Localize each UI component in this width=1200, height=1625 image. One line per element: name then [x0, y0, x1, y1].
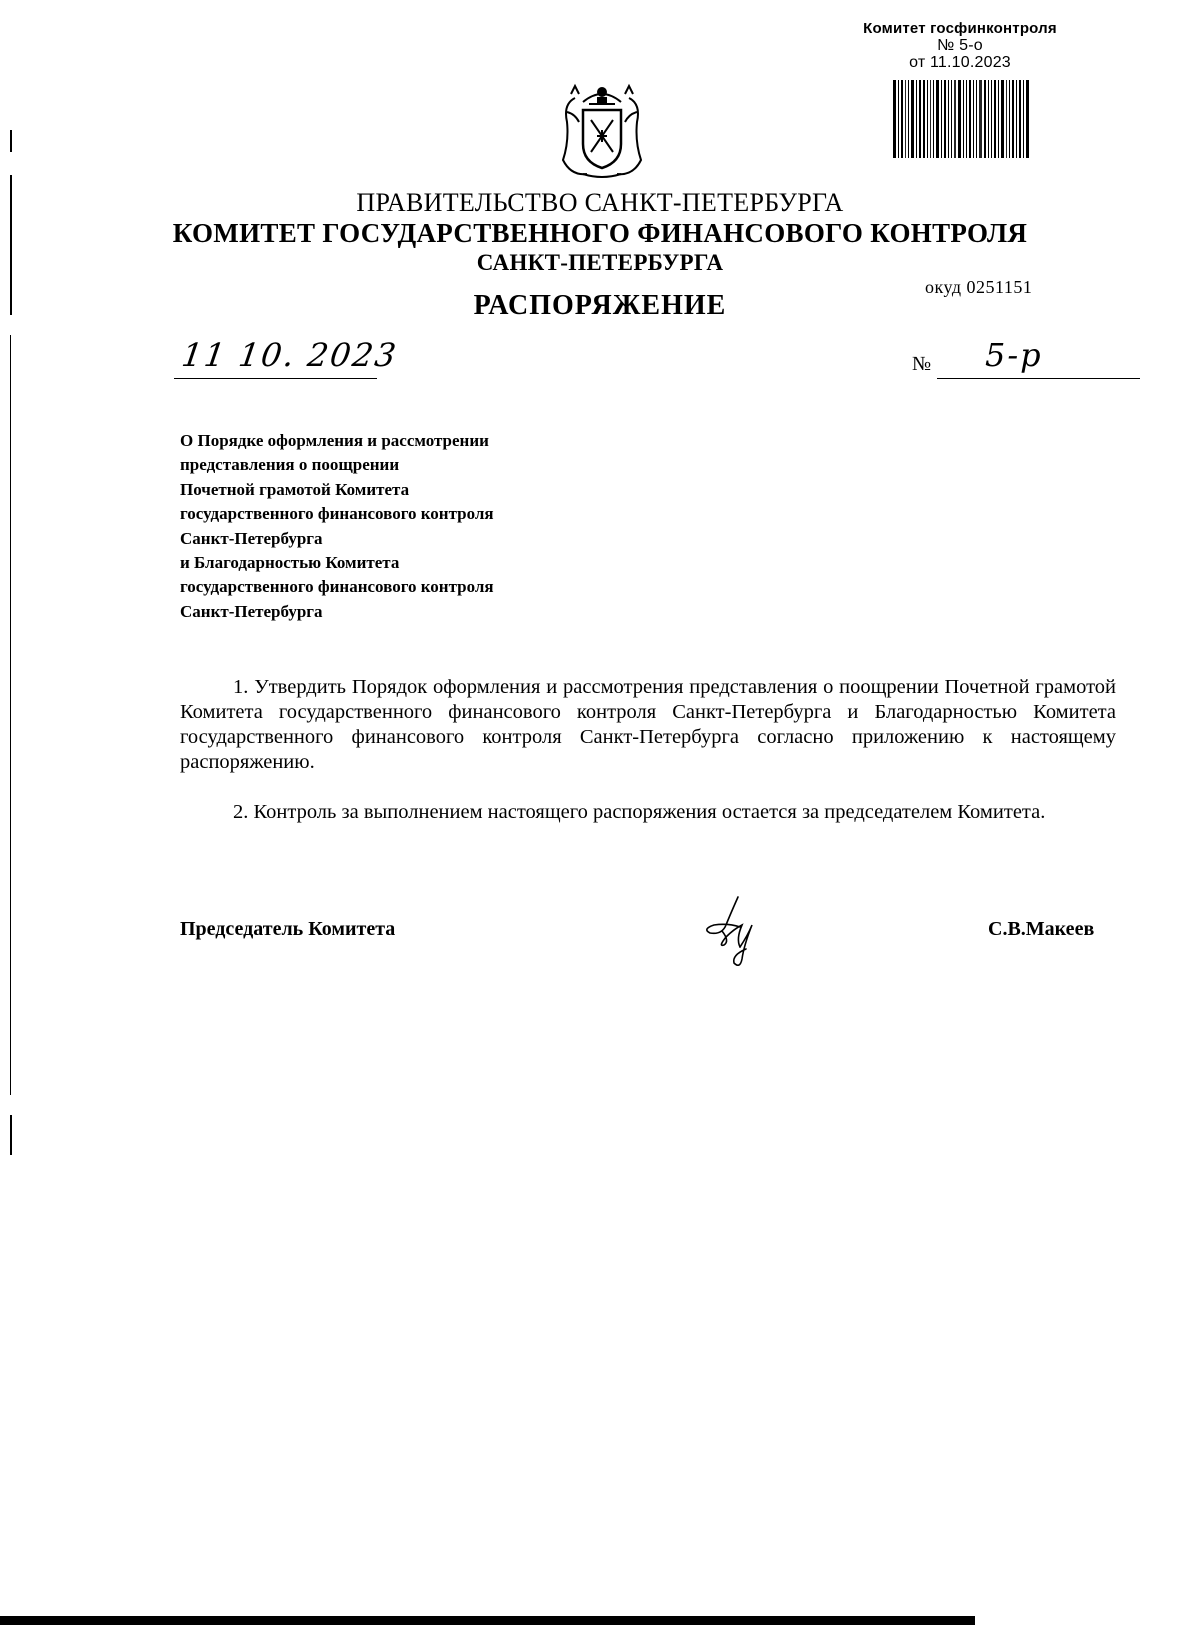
barcode-bar [991, 80, 992, 158]
barcode-bar [954, 80, 956, 158]
scan-margin-mark [10, 130, 12, 152]
barcode-bar [944, 80, 946, 158]
number-underline [937, 378, 1140, 379]
barcode-bar [976, 80, 977, 158]
saint-petersburg-coat-of-arms-icon [553, 82, 651, 182]
barcode-bar [1023, 80, 1024, 158]
barcode-bar [936, 80, 939, 158]
barcode-bar [988, 80, 989, 158]
document-subject [180, 429, 640, 624]
subject-line: Санкт-Петербурга [180, 528, 323, 548]
number-label: № [912, 353, 932, 375]
barcode-bar [933, 80, 934, 158]
barcode-bar [994, 80, 996, 158]
subject-line: государственного финансового контроля [180, 504, 494, 524]
handwritten-number: 5-р [985, 336, 1043, 374]
paragraph-1 [180, 675, 1116, 775]
paragraph-1-text: 1. Утвердить Порядок оформления и рассмотрения представления о поощрении Почетной грамотой Комитета государственного финансового контроля Санкт-Петербурга и Благодарностью Комитета государственного финансового контроля Санкт-Петербурга согласно приложению к настоящему распоряжению. [180, 676, 1116, 773]
barcode-bar [941, 80, 942, 158]
barcode-bar [1026, 80, 1029, 158]
barcode-bar [973, 80, 974, 158]
barcode-bar [963, 80, 964, 158]
stamp-line-date: от 11.10.2023 [909, 54, 1011, 71]
barcode-bar [958, 80, 961, 158]
signatory-title: Председатель Комитета [180, 918, 396, 940]
barcode-bar [979, 80, 982, 158]
barcode-bar [998, 80, 999, 158]
barcode-bar [1016, 80, 1017, 158]
scan-margin-mark [10, 1115, 12, 1155]
city-heading: САНКТ-ПЕТЕРБУРГА [476, 250, 724, 275]
committee-heading: КОМИТЕТ ГОСУДАРСТВЕННОГО ФИНАНСОВОГО КОНТРОЛЯ [172, 218, 1028, 248]
barcode-bar [905, 80, 906, 158]
barcode-bar [984, 80, 986, 158]
barcode-bar [898, 80, 899, 158]
barcode-bar [908, 80, 909, 158]
document-type-title: РАСПОРЯЖЕНИЕ [473, 290, 727, 321]
barcode-bar [927, 80, 928, 158]
barcode-bar [966, 80, 967, 158]
subject-line: Санкт-Петербурга [180, 601, 323, 621]
stamp-line-number: № 5-о [937, 37, 983, 54]
barcode-bar [919, 80, 921, 158]
barcode-bar [1019, 80, 1021, 158]
subject-line: О Порядке оформления и рассмотрении [180, 431, 489, 450]
barcode-bar [1006, 80, 1007, 158]
paragraph-2 [180, 800, 1116, 825]
barcode-bar [923, 80, 925, 158]
barcode-bar [911, 80, 914, 158]
handwritten-date: 11 10. 2023 [179, 336, 401, 374]
registration-stamp [845, 20, 1075, 71]
government-heading: ПРАВИТЕЛЬСТВО САНКТ-ПЕТЕРБУРГА [356, 188, 844, 217]
stamp-line-organization: Комитет госфинконтроля [863, 20, 1057, 37]
subject-line: представления о поощрении [180, 455, 400, 475]
handwritten-signature-icon [700, 895, 770, 970]
scan-bottom-bar [0, 1616, 975, 1625]
barcode-bar [1012, 80, 1014, 158]
okud-code: окуд 0251151 [925, 277, 1033, 297]
signatory-name: С.В.Макеев [988, 918, 1095, 940]
barcode-bar [951, 80, 952, 158]
barcode-icon [893, 80, 1043, 158]
subject-line: Почетной грамотой Комитета [180, 479, 410, 499]
barcode-bar [893, 80, 896, 158]
barcode-bar [1009, 80, 1010, 158]
barcode-bar [969, 80, 971, 158]
subject-line: государственного финансового контроля [180, 577, 494, 597]
scan-margin-mark [10, 175, 12, 315]
barcode-bar [901, 80, 903, 158]
barcode-bar [1001, 80, 1004, 158]
paragraph-2-text: 2. Контроль за выполнением настоящего распоряжения остается за председателем Комитета. [233, 801, 1046, 823]
barcode-bar [948, 80, 949, 158]
barcode-bar [916, 80, 917, 158]
scan-margin-mark [10, 335, 11, 1095]
subject-line: и Благодарностью Комитета [180, 553, 400, 573]
date-underline [174, 378, 377, 379]
barcode-bar [930, 80, 931, 158]
